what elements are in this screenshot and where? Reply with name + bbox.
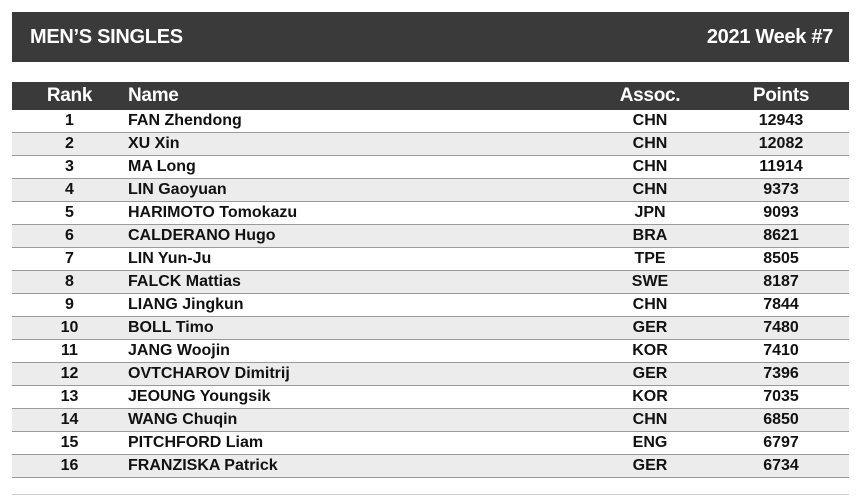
points-cell: 12943 (758, 112, 804, 129)
table-row (12, 340, 849, 363)
rank-cell: 16 (60, 457, 79, 474)
assoc-cell: CHN (632, 112, 668, 129)
assoc-cell: SWE (631, 273, 669, 290)
assoc-cell: CHN (632, 411, 668, 428)
assoc-cell: CHN (632, 158, 668, 175)
week-label: 2021 Week #7 (706, 25, 833, 48)
table-body (12, 110, 849, 478)
rank-cell: 6 (65, 227, 74, 244)
name-cell: LIANG Jingkun (128, 296, 244, 313)
table-row (12, 386, 849, 409)
points-cell: 7035 (763, 388, 799, 405)
table-row (12, 432, 849, 455)
assoc-cell: KOR (632, 342, 668, 359)
name-cell: FALCK Mattias (128, 273, 241, 290)
rank-cell: 4 (65, 181, 74, 198)
points-cell: 8621 (763, 227, 799, 244)
name-cell: HARIMOTO Tomokazu (128, 204, 298, 221)
column-header-name: Name (128, 85, 179, 106)
rank-cell: 12 (60, 365, 79, 382)
table-row (12, 294, 849, 317)
points-cell: 6797 (763, 434, 799, 451)
rank-cell: 10 (60, 319, 79, 336)
points-cell: 12082 (758, 135, 804, 152)
table-row (12, 133, 849, 156)
table-row (12, 409, 849, 432)
name-cell: LIN Gaoyuan (128, 181, 227, 198)
table-row (12, 179, 849, 202)
table-row (12, 202, 849, 225)
name-cell: FAN Zhendong (128, 112, 242, 129)
name-cell: OVTCHAROV Dimitrij (128, 365, 290, 382)
rank-cell: 13 (60, 388, 79, 405)
name-cell: WANG Chuqin (128, 411, 238, 428)
assoc-cell: GER (632, 365, 668, 382)
table-row (12, 317, 849, 340)
assoc-cell: GER (632, 319, 668, 336)
table-row (12, 248, 849, 271)
points-cell: 7844 (763, 296, 799, 313)
name-cell: LIN Yun-Ju (128, 250, 212, 267)
assoc-cell: JPN (634, 204, 666, 221)
points-cell: 7480 (763, 319, 799, 336)
points-cell: 8505 (763, 250, 799, 267)
name-cell: XU Xin (128, 135, 180, 152)
name-cell: JANG Woojin (128, 342, 230, 359)
table-header (12, 82, 849, 110)
rank-cell: 7 (65, 250, 74, 267)
points-cell: 7410 (763, 342, 799, 359)
name-cell: CALDERANO Hugo (128, 227, 276, 244)
table-row (12, 110, 849, 133)
points-cell: 9093 (763, 204, 799, 221)
rank-cell: 2 (65, 135, 74, 152)
assoc-cell: GER (632, 457, 668, 474)
points-cell: 8187 (763, 273, 799, 290)
table-row (12, 455, 849, 478)
page-title: MEN’S SINGLES (30, 25, 183, 48)
points-cell: 6734 (763, 457, 799, 474)
name-cell: MA Long (128, 158, 196, 175)
points-cell: 9373 (763, 181, 799, 198)
rank-cell: 9 (65, 296, 74, 313)
points-cell: 6850 (763, 411, 799, 428)
rank-cell: 1 (65, 112, 74, 129)
assoc-cell: ENG (632, 434, 668, 451)
rankings-table (12, 82, 849, 478)
name-cell: BOLL Timo (128, 319, 214, 336)
rank-cell: 5 (65, 204, 74, 221)
table-row (12, 271, 849, 294)
rank-cell: 15 (60, 434, 79, 451)
divider (12, 494, 849, 495)
assoc-cell: TPE (634, 250, 666, 267)
rank-cell: 11 (61, 342, 78, 359)
rank-cell: 3 (65, 158, 74, 175)
table-row (12, 156, 849, 179)
name-cell: JEOUNG Youngsik (128, 388, 271, 405)
assoc-cell: KOR (632, 388, 668, 405)
title-bar (12, 12, 849, 62)
table-row (12, 225, 849, 248)
assoc-cell: CHN (632, 135, 668, 152)
table-row (12, 363, 849, 386)
points-cell: 7396 (763, 365, 799, 382)
column-header-points: Points (752, 85, 810, 106)
name-cell: FRANZISKA Patrick (128, 457, 278, 474)
assoc-cell: CHN (632, 181, 668, 198)
points-cell: 11914 (759, 158, 803, 175)
assoc-cell: CHN (632, 296, 668, 313)
rank-cell: 14 (60, 411, 79, 428)
assoc-cell: BRA (632, 227, 668, 244)
column-header-assoc: Assoc. (619, 85, 681, 106)
column-header-rank: Rank (46, 85, 93, 106)
name-cell: PITCHFORD Liam (128, 434, 264, 451)
rank-cell: 8 (65, 273, 74, 290)
